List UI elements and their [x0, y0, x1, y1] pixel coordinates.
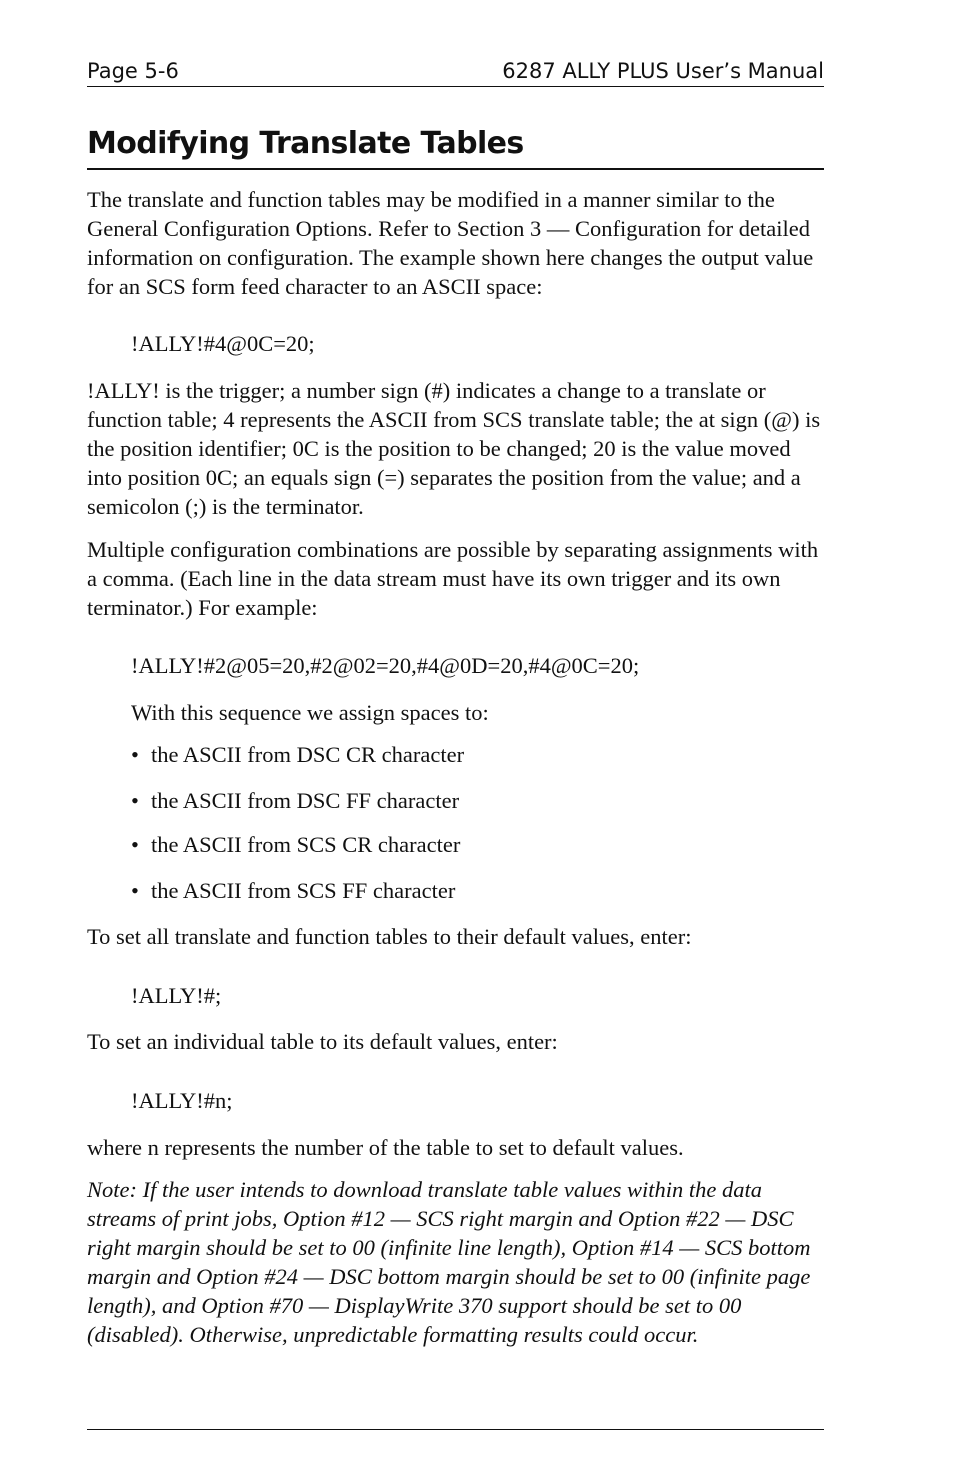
example-command-4: !ALLY!#n; [131, 1088, 233, 1113]
manual-page [87, 0, 824, 1475]
page-number: Page 5-6 [87, 59, 179, 83]
list-item-text: the ASCII from DSC FF character [151, 788, 460, 813]
section-title: Modifying Translate Tables [87, 120, 824, 170]
explanation-paragraph: !ALLY! is the trigger; a number sign (#) indicates a change to a translate or function table; 4 represents the ASCII from SCS translate table; the at sign (@) is the position identifier; 0C is the position to be changed; 20 is the value moved into position 0C; an equals sign (=) separates the position from the value; and a semicolon (;) is the terminator. [87, 378, 821, 519]
example-command-3: !ALLY!#; [131, 983, 222, 1008]
list-item-text: the ASCII from SCS FF character [151, 878, 456, 903]
bullet-icon: • [131, 878, 139, 903]
example-command-2: !ALLY!#2@05=20,#2@02=20,#4@0D=20,#4@0C=20; [131, 653, 640, 678]
footer-rule [87, 1429, 824, 1430]
set-individual-paragraph: To set an individual table to its default values, enter: [87, 1029, 558, 1054]
list-item [131, 786, 459, 815]
note-paragraph: Note: If the user intends to download translate table values within the data streams of print jobs, Option #12 — SCS right margin and Option #22 — DSC right margin should be set to 00 (infinite line length), Option #14 — SCS bottom margin and Option #24 — DSC bottom margin should be set to 00 (infinite page length), and Option #70 — DisplayWrite 370 support should be set to 00 (disabled). Otherwise, unpredictable formatting results could occur. [87, 1177, 811, 1347]
bullet-icon: • [131, 832, 139, 857]
where-n-paragraph: where n represents the number of the table to set to default values. [87, 1135, 684, 1160]
list-item [131, 830, 460, 859]
manual-title: 6287 ALLY PLUS User’s Manual [502, 59, 824, 83]
list-item-text: the ASCII from DSC CR character [151, 742, 465, 767]
list-item-text: the ASCII from SCS CR character [151, 832, 461, 857]
assign-intro: With this sequence we assign spaces to: [131, 700, 489, 725]
multiple-combinations-paragraph: Multiple configuration combinations are possible by separating assignments with a comma. (Each line in the data stream must have its own trigger and its own terminator.) For example: [87, 537, 819, 620]
bullet-icon: • [131, 788, 139, 813]
set-all-paragraph: To set all translate and function tables to their default values, enter: [87, 924, 692, 949]
running-header [87, 56, 824, 87]
list-item [131, 740, 464, 769]
list-item [131, 876, 455, 905]
intro-paragraph: The translate and function tables may be modified in a manner similar to the General Configuration Options. Refer to Section 3 — Configuration for detailed information on configuration. The example shown here changes the output value for an SCS form feed character to an ASCII space: [87, 187, 814, 299]
example-command-1: !ALLY!#4@0C=20; [131, 331, 315, 356]
bullet-icon: • [131, 742, 139, 767]
